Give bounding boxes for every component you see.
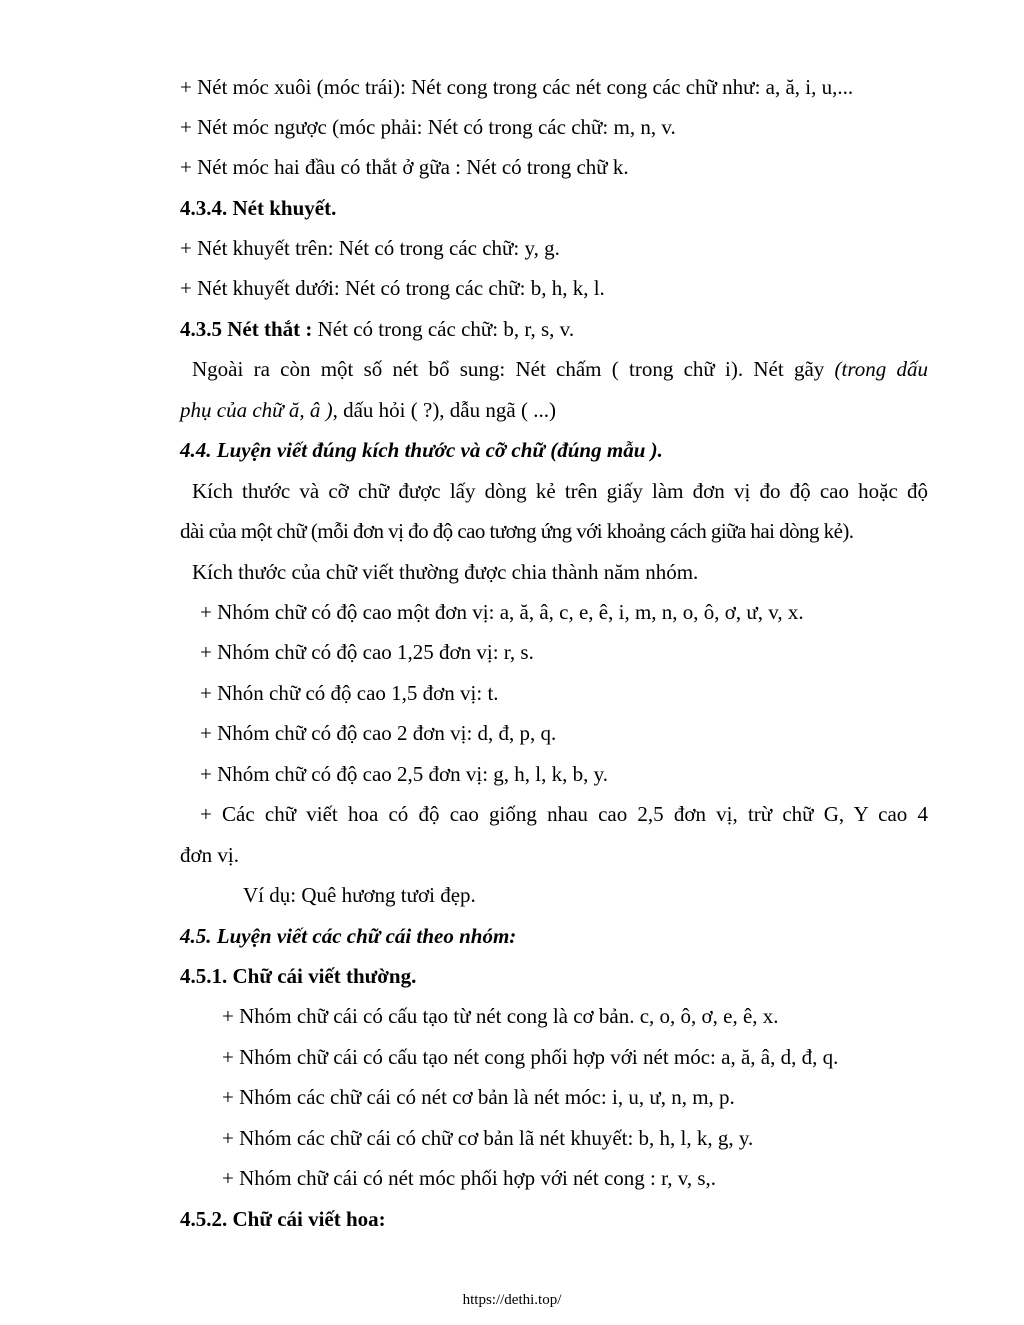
size-groups-intro-line: Kích thước của chữ viết thường được chia thành năm nhóm. [192,560,699,584]
heading-4-3-5-bold: 4.3.5 Nét thắt : [180,317,313,341]
section-heading-4-5-2: 4.5.2. Chữ cái viết hoa: [180,1207,386,1231]
footer-url: https://dethi.top/ [462,1292,562,1308]
loop-lower-line: + Nét khuyết dưới: Nét có trong các chữ: b, h, k, l. [180,276,605,300]
size-group-5-line: + Nhóm chữ có độ cao 2,5 đơn vị: g, h, l, k, b, y. [200,762,609,786]
supplementary-text: Ngoài ra còn một số nét bổ sung: Nét chấm ( trong chữ i). Nét gãy [192,357,835,381]
section-heading-4-5: 4.5. Luyện viết các chữ cái theo nhóm: [180,924,517,948]
letter-group-hook-curve-line: + Nhóm chữ cái có nét móc phối hợp với nét cong : r, v, s,. [222,1166,717,1190]
size-group-4-line: + Nhóm chữ có độ cao 2 đơn vị: d, đ, p, q. [200,721,557,745]
size-group-3-line: + Nhón chữ có độ cao 1,5 đơn vị: t. [200,681,499,705]
supplementary-italic: (trong dấu [834,357,928,381]
letter-group-curve-hook-line: + Nhóm chữ cái có cấu tạo nét cong phối hợp với nét móc: a, ă, â, d, đ, q. [222,1045,839,1069]
size-intro-continuation-line: dài của một chữ (mỗi đơn vị đo độ cao tương ứng với khoảng cách giữa hai dòng kẻ). [180,519,854,543]
supplementary-continuation-text: , dấu hỏi ( ?), dẫu ngã ( ...) [332,398,556,422]
supplementary-continuation-line [180,397,556,423]
section-heading-4-4: 4.4. Luyện viết đúng kích thước và cỡ chữ (đúng mẫu ). [180,438,663,462]
stroke-hook-forward-line: + Nét móc xuôi (móc trái): Nét cong trong các nét cong các chữ như: a, ă, i, u,... [180,75,854,99]
supplementary-strokes-line [192,356,928,382]
size-intro-line: Kích thước và cỡ chữ được lấy dòng kẻ trên giấy làm đơn vị đo độ cao hoặc độ [192,479,928,503]
example-line: Ví dụ: Quê hương tươi đẹp. [243,883,476,907]
heading-4-3-5-rest: Nét có trong các chữ: b, r, s, v. [312,317,575,341]
section-heading-4-5-1: 4.5.1. Chữ cái viết thường. [180,964,417,988]
uppercase-size-continuation-line: đơn vị. [180,843,239,867]
stroke-hook-reverse-line: + Nét móc ngược (móc phải: Nét có trong các chữ: m, n, v. [180,115,676,139]
supplementary-continuation-italic: phụ của chữ ă, â ) [180,398,333,422]
letter-group-curve-line: + Nhóm chữ cái có cấu tạo từ nét cong là cơ bản. c, o, ô, ơ, e, ê, x. [222,1004,779,1028]
section-heading-4-3-5 [180,316,574,342]
stroke-hook-double-line: + Nét móc hai đầu có thắt ở gữa : Nét có trong chữ k. [180,155,629,179]
letter-group-hook-line: + Nhóm các chữ cái có nét cơ bản là nét móc: i, u, ư, n, m, p. [222,1085,735,1109]
loop-upper-line: + Nét khuyết trên: Nét có trong các chữ: y, g. [180,236,560,260]
uppercase-size-line: + Các chữ viết hoa có độ cao giống nhau cao 2,5 đơn vị, trừ chữ G, Y cao 4 [200,802,928,826]
letter-group-loop-line: + Nhóm các chữ cái có chữ cơ bản lã nét khuyết: b, h, l, k, g, y. [222,1126,754,1150]
size-group-2-line: + Nhóm chữ có độ cao 1,25 đơn vị: r, s. [200,640,534,664]
size-group-1-line: + Nhóm chữ có độ cao một đơn vị: a, ă, â, c, e, ê, i, m, n, o, ô, ơ, ư, v, x. [200,600,804,624]
section-heading-4-3-4: 4.3.4. Nét khuyết. [180,196,337,220]
